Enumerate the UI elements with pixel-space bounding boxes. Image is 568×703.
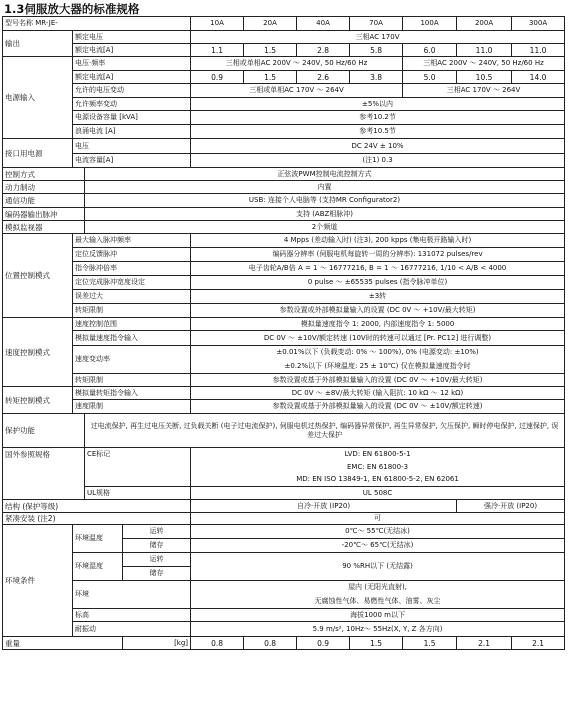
- weight-200a: 2.1: [457, 637, 512, 650]
- structure-value-b: 强冷·开放 (IP20): [457, 500, 565, 513]
- allowed-voltage-value-a: 三相或单相AC 170V ～ 264V: [191, 84, 403, 98]
- protection-row: [3, 414, 565, 448]
- output-current-row: [3, 44, 565, 57]
- weight-label: 重量: [3, 637, 123, 650]
- capacity-value: 参考10.2节: [191, 111, 565, 125]
- speed-analog-value: DC 0V ～ ±10V/额定转速 (10V时的转速可以通过 [Pr. PC12] 进行调整): [191, 331, 565, 346]
- speed-fluct-value-2: ±0.2%以下 (环境温度: 25 ± 10℃) 仅在模拟量速度指令时: [191, 360, 565, 374]
- if-voltage-value: DC 24V ± 10%: [191, 139, 565, 154]
- output-current-300a: 11.0: [512, 44, 565, 57]
- env-vibration-row: [3, 622, 565, 637]
- power-input-label: 电源输入: [3, 57, 73, 139]
- structure-label: 结构 (保护等级): [3, 500, 191, 513]
- position-row-value: 0 pulse ～ ±65535 pulses (指令脉冲单位): [191, 276, 565, 290]
- if-voltage-row: [3, 139, 565, 154]
- torque-speed-value: 参数设置或基于外部模拟量输入的设置 (DC 0V ～ ±10V/额定转速): [191, 400, 565, 414]
- model-300a: 300A: [512, 17, 565, 31]
- output-current-20a: 1.5: [244, 44, 297, 57]
- weight-10a: 0.8: [191, 637, 244, 650]
- power-current-label: 额定电流[A]: [73, 71, 191, 84]
- dynamic-brake-label: 动力制动: [3, 181, 85, 194]
- ce-label: CE标记: [85, 448, 191, 487]
- output-current-40a: 2.8: [297, 44, 350, 57]
- if-current-value: (注1) 0.3: [191, 154, 565, 168]
- ul-row: [3, 487, 565, 500]
- torque-analog-value: DC 0V ～ ±8V/最大转矩 (输入阻抗: 10 kΩ ～ 12 kΩ): [191, 387, 565, 400]
- speed-fluct-row-1: [3, 346, 565, 360]
- model-20a: 20A: [244, 17, 297, 31]
- position-row-value: 电子齿轮A/B倍 A = 1 ～ 16777216, B = 1 ～ 16777216, 1/10 < A/B < 4000: [191, 262, 565, 276]
- temp-storage-label: 储存: [123, 539, 191, 553]
- power-current-70a: 3.8: [350, 71, 403, 84]
- speed-fluct-value-1: ±0.01%以下 (负载变动: 0% ～ 100%), 0% (电源变动: ±10%): [191, 346, 565, 360]
- position-row-label: 转矩限制: [73, 304, 191, 318]
- allowed-voltage-row: [3, 84, 565, 98]
- inrush-label: 浪涌电流 [A]: [73, 125, 191, 139]
- output-label: 输出: [3, 31, 73, 57]
- temp-storage-value: -20℃～ 65℃(无结冰): [191, 539, 565, 553]
- lvd-row: [3, 448, 565, 461]
- power-current-10a: 0.9: [191, 71, 244, 84]
- speed-analog-row: [3, 331, 565, 346]
- weight-unit: [kg]: [123, 637, 191, 650]
- position-row: [3, 304, 565, 318]
- weight-40a: 0.9: [297, 637, 350, 650]
- inrush-value: 参考10.5节: [191, 125, 565, 139]
- env-ambient-row-1: [3, 581, 565, 595]
- inrush-row: [3, 125, 565, 139]
- position-row-value: 4 Mpps (差动输入时) (注3), 200 kpps (集电极开路输入时): [191, 234, 565, 248]
- emc-value: EMC: EN 61800-3: [191, 461, 565, 474]
- structure-value-a: 自冷·开放 (IP20): [191, 500, 457, 513]
- env-altitude-row: [3, 609, 565, 622]
- output-current-100a: 6.0: [403, 44, 457, 57]
- ambient-value-1: 屋内 (无阳光直射),: [191, 581, 565, 595]
- if-current-row: [3, 154, 565, 168]
- power-current-100a: 5.0: [403, 71, 457, 84]
- output-current-10a: 1.1: [191, 44, 244, 57]
- speed-torque-row: [3, 374, 565, 387]
- allowed-freq-row: [3, 98, 565, 111]
- speed-fluct-label: 速度变动率: [73, 346, 191, 374]
- control-method-label: 控制方式: [3, 168, 85, 181]
- model-200a: 200A: [457, 17, 512, 31]
- vibration-value: 5.9 m/s², 10Hz～ 55Hz(X, Y, Z 各方向): [191, 622, 565, 637]
- speed-range-value: 模拟量速度指令 1: 2000, 内部速度指令 1: 5000: [191, 318, 565, 331]
- encoder-output-row: [3, 208, 565, 221]
- communication-label: 通信功能: [3, 194, 85, 208]
- allowed-freq-label: 允许频率变动: [73, 98, 191, 111]
- humidity-value: 90 %RH以下 (无结露): [191, 553, 565, 581]
- ambient-label: 环境: [73, 581, 191, 609]
- analog-monitor-label: 模拟监视器: [3, 221, 85, 234]
- spec-table: [2, 16, 565, 650]
- power-voltage-value-b: 三相AC 200V ～ 240V, 50 Hz/60 Hz: [403, 57, 565, 71]
- control-method-value: 正弦波PWM控制电流控制方式: [85, 168, 565, 181]
- ambient-value-2: 无腐蚀性气体、易燃性气体、油雾、灰尘: [191, 595, 565, 609]
- weight-100a: 1.5: [403, 637, 457, 650]
- protection-label: 保护功能: [3, 414, 85, 448]
- section-title: 1.3伺服放大器的标准规格: [4, 2, 140, 16]
- position-row: [3, 276, 565, 290]
- humid-label: 环境湿度: [73, 553, 123, 581]
- allowed-freq-value: ±5%以内: [191, 98, 565, 111]
- dynamic-brake-row: [3, 181, 565, 194]
- temp-running-value: 0℃～ 55℃(无结冰): [191, 525, 565, 539]
- model-10a: 10A: [191, 17, 244, 31]
- position-row-label: 指令脉冲倍率: [73, 262, 191, 276]
- position-row-label: 最大输入脉冲频率: [73, 234, 191, 248]
- power-current-20a: 1.5: [244, 71, 297, 84]
- analog-monitor-row: [3, 221, 565, 234]
- position-row: [3, 290, 565, 304]
- ul-label: UL规格: [85, 487, 191, 500]
- humid-storage-label: 储存: [123, 567, 191, 581]
- altitude-value: 海拔1000 m以下: [191, 609, 565, 622]
- env-temp-running-row: [3, 525, 565, 539]
- temp-running-label: 运转: [123, 525, 191, 539]
- allowed-voltage-value-b: 三相AC 170V ～ 264V: [403, 84, 565, 98]
- capacity-label: 电源设备容量 [kVA]: [73, 111, 191, 125]
- communication-row: [3, 194, 565, 208]
- encoder-output-value: 支持 (ABZ相脉冲): [85, 208, 565, 221]
- position-mode-label: 位置控制模式: [3, 234, 73, 318]
- if-current-label: 电流容量[A]: [73, 154, 191, 168]
- allowed-voltage-label: 允许的电压变动: [73, 84, 191, 98]
- power-current-200a: 10.5: [457, 71, 512, 84]
- altitude-label: 标高: [73, 609, 191, 622]
- power-current-row: [3, 71, 565, 84]
- torque-speed-label: 速度限制: [73, 400, 191, 414]
- temp-label: 环境温度: [73, 525, 123, 553]
- protection-value: 过电流保护, 再生过电压关断, 过负载关断 (电子过电流保护), 伺服电机过热保护, 编码器异常保护, 再生异常保护, 欠压保护, 瞬时停电保护, 过速保护, 误差过大保护: [85, 414, 565, 448]
- model-40a: 40A: [297, 17, 350, 31]
- ul-value: UL 508C: [191, 487, 565, 500]
- vibration-label: 耐振动: [73, 622, 191, 637]
- if-voltage-label: 电压: [73, 139, 191, 154]
- position-row-label: 定位完成脉冲宽度设定: [73, 276, 191, 290]
- humid-running-label: 运转: [123, 553, 191, 567]
- power-voltage-value-a: 三相或单相AC 200V ～ 240V, 50 Hz/60 Hz: [191, 57, 403, 71]
- env-humid-running-row: [3, 553, 565, 567]
- speed-torque-value: 参数设置或基于外部模拟量输入的设置 (DC 0V ～ +10V/最大转矩): [191, 374, 565, 387]
- output-voltage-label: 额定电压: [73, 31, 191, 44]
- header-row: [3, 17, 565, 31]
- dynamic-brake-value: 内置: [85, 181, 565, 194]
- speed-torque-label: 转矩限制: [73, 374, 191, 387]
- speed-analog-label: 模拟量速度指令输入: [73, 331, 191, 346]
- position-row: [3, 248, 565, 262]
- weight-70a: 1.5: [350, 637, 403, 650]
- torque-analog-label: 模拟量转矩指令输入: [73, 387, 191, 400]
- output-voltage-value: 三相AC 170V: [191, 31, 565, 44]
- position-row-value: 编码器分辨率 (伺服电机每旋转一周的分辨率): 131072 pulses/rev: [191, 248, 565, 262]
- torque-speed-row: [3, 400, 565, 414]
- power-voltage-row: [3, 57, 565, 71]
- position-row-label: 误差过大: [73, 290, 191, 304]
- speed-range-row: [3, 318, 565, 331]
- output-voltage-row: [3, 31, 565, 44]
- position-row-label: 定位反馈脉冲: [73, 248, 191, 262]
- torque-analog-row: [3, 387, 565, 400]
- position-row: [3, 262, 565, 276]
- close-mount-label: 紧凑安装 (注2): [3, 513, 191, 525]
- model-70a: 70A: [350, 17, 403, 31]
- position-row-value: 参数设置或外部模拟量输入的设置 (DC 0V ～ +10V/最大转矩): [191, 304, 565, 318]
- close-mount-row: [3, 513, 565, 525]
- lvd-value: LVD: EN 61800-5-1: [191, 448, 565, 461]
- torque-mode-label: 转矩控制模式: [3, 387, 73, 414]
- interface-power-label: 接口用电源: [3, 139, 73, 168]
- weight-row: [3, 637, 565, 650]
- communication-value: USB: 连接个人电脑等 (支持MR Configurator2): [85, 194, 565, 208]
- power-current-40a: 2.6: [297, 71, 350, 84]
- weight-20a: 0.8: [244, 637, 297, 650]
- environment-label: 环境条件: [3, 525, 73, 637]
- speed-mode-label: 速度控制模式: [3, 318, 73, 387]
- capacity-row: [3, 111, 565, 125]
- encoder-output-label: 编码器输出脉冲: [3, 208, 85, 221]
- power-current-300a: 14.0: [512, 71, 565, 84]
- model-label: 型号名称 MR-JE-: [3, 17, 191, 31]
- model-100a: 100A: [403, 17, 457, 31]
- control-method-row: [3, 168, 565, 181]
- output-current-200a: 11.0: [457, 44, 512, 57]
- structure-row: [3, 500, 565, 513]
- output-current-label: 额定电流[A]: [73, 44, 191, 57]
- output-current-70a: 5.8: [350, 44, 403, 57]
- analog-monitor-value: 2个频道: [85, 221, 565, 234]
- close-mount-value: 可: [191, 513, 565, 525]
- position-row: [3, 234, 565, 248]
- position-row-value: ±3转: [191, 290, 565, 304]
- weight-300a: 2.1: [512, 637, 565, 650]
- power-voltage-label: 电压·频率: [73, 57, 191, 71]
- standards-label: 国外参照规格: [3, 448, 85, 500]
- speed-range-label: 速度控制范围: [73, 318, 191, 331]
- md-value: MD: EN ISO 13849-1, EN 61800-5-2, EN 62061: [191, 474, 565, 487]
